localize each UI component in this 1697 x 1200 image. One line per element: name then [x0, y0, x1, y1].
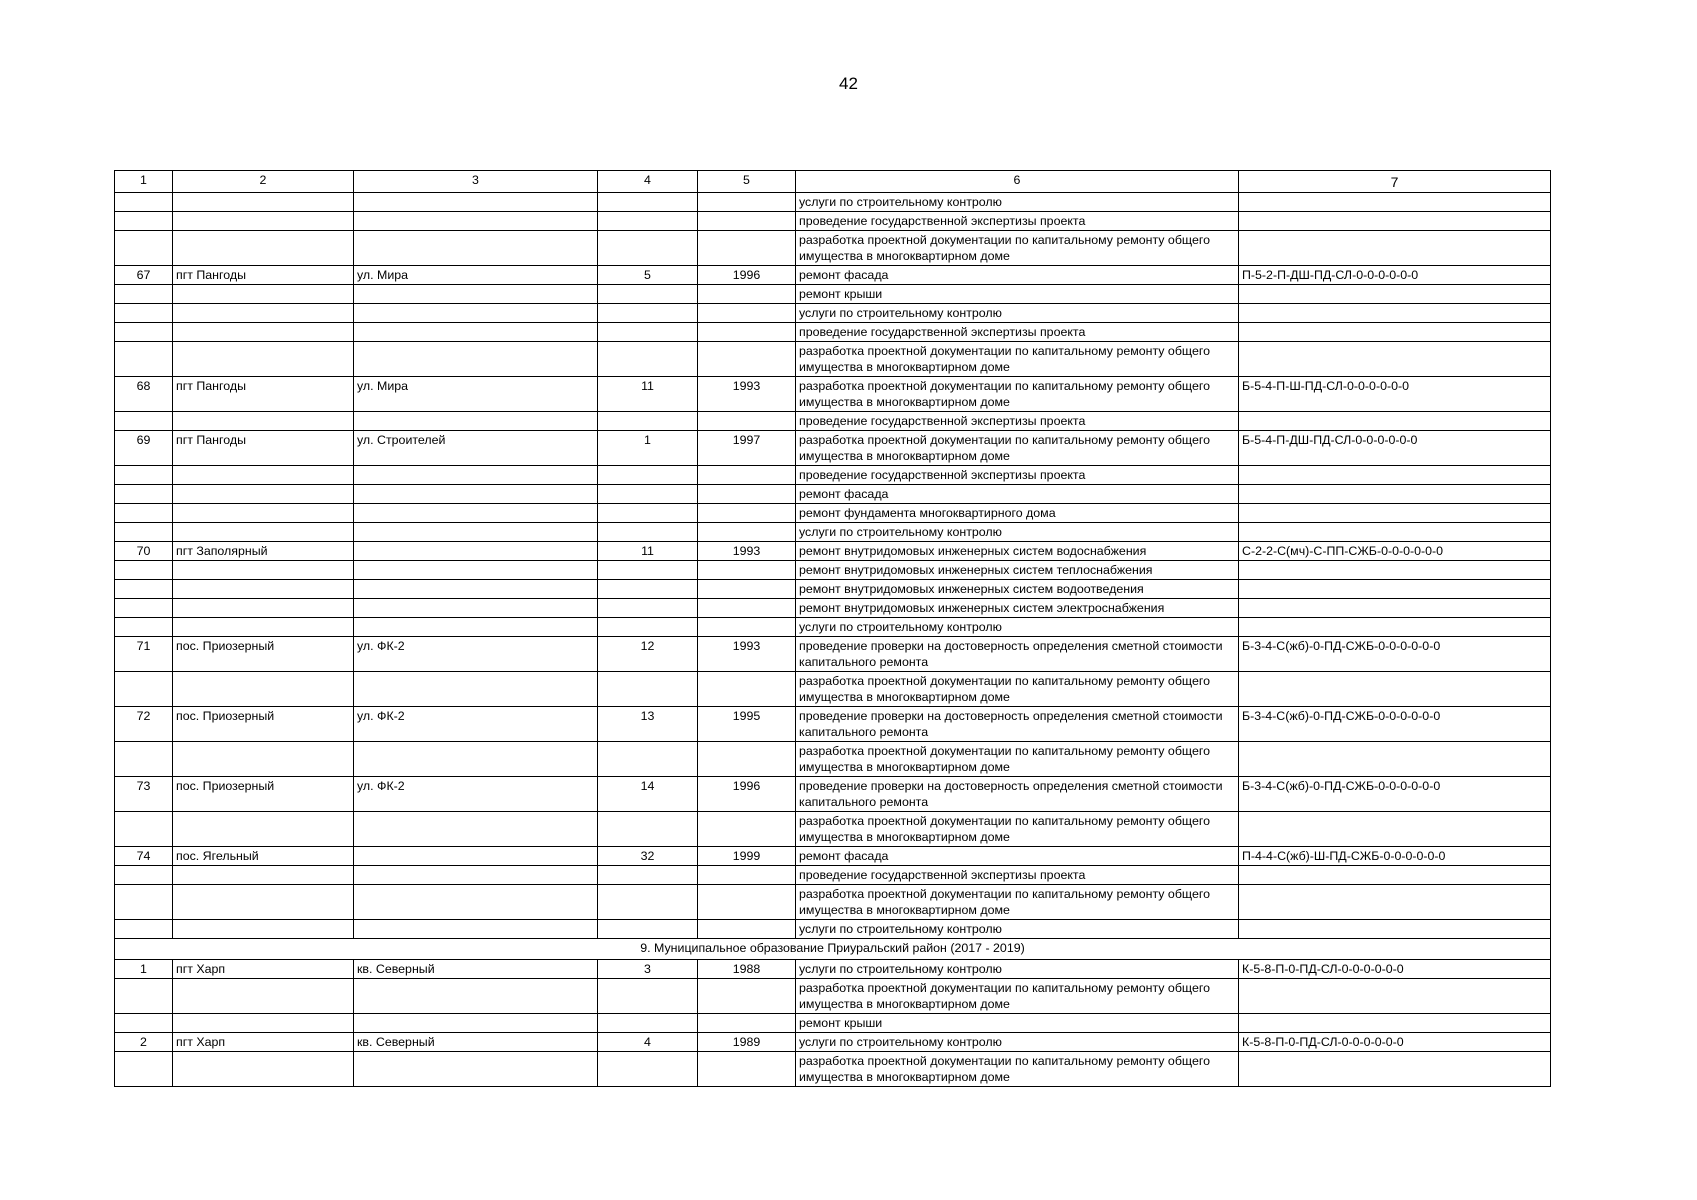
work-type-cell: услуги по строительному контролю: [796, 193, 1239, 212]
house-number-cell: [598, 979, 698, 1014]
work-type-cell: услуги по строительному контролю: [796, 1033, 1239, 1052]
year-built-cell: [698, 504, 796, 523]
year-built-cell: [698, 323, 796, 342]
building-code-cell: [1239, 866, 1551, 885]
table-row: [115, 523, 1551, 542]
row-number-cell: [115, 231, 173, 266]
house-number-cell: [598, 742, 698, 777]
street-cell: [354, 1052, 598, 1087]
building-code-cell: Б-3-4-С(жб)-0-ПД-СЖБ-0-0-0-0-0-0: [1239, 707, 1551, 742]
settlement-cell: [173, 1014, 354, 1033]
row-number-cell: [115, 212, 173, 231]
settlement-cell: [173, 285, 354, 304]
work-type-cell: проведение проверки на достоверность определения сметной стоимости капитального ремонта: [796, 637, 1239, 672]
house-number-cell: [598, 504, 698, 523]
street-cell: [354, 920, 598, 939]
work-type-cell: проведение проверки на достоверность определения сметной стоимости капитального ремонта: [796, 707, 1239, 742]
column-header: 3: [354, 171, 598, 193]
row-number-cell: [115, 618, 173, 637]
table-row: [115, 304, 1551, 323]
work-type-cell: проведение государственной экспертизы проекта: [796, 212, 1239, 231]
house-number-cell: 32: [598, 847, 698, 866]
house-number-cell: 14: [598, 777, 698, 812]
settlement-cell: [173, 812, 354, 847]
house-number-cell: [598, 866, 698, 885]
house-number-cell: 12: [598, 637, 698, 672]
year-built-cell: [698, 920, 796, 939]
street-cell: ул. ФК-2: [354, 777, 598, 812]
column-header: 2: [173, 171, 354, 193]
table-row: [115, 377, 1551, 412]
row-number-cell: [115, 323, 173, 342]
house-number-cell: [598, 342, 698, 377]
building-code-cell: [1239, 212, 1551, 231]
street-cell: кв. Северный: [354, 960, 598, 979]
settlement-cell: [173, 323, 354, 342]
row-number-cell: [115, 920, 173, 939]
work-type-cell: ремонт внутридомовых инженерных систем водоотведения: [796, 580, 1239, 599]
street-cell: [354, 742, 598, 777]
house-number-cell: [598, 323, 698, 342]
building-code-cell: П-5-2-П-ДШ-ПД-СЛ-0-0-0-0-0-0: [1239, 266, 1551, 285]
street-cell: [354, 672, 598, 707]
settlement-cell: [173, 523, 354, 542]
work-type-cell: услуги по строительному контролю: [796, 920, 1239, 939]
row-number-cell: 70: [115, 542, 173, 561]
column-header: 6: [796, 171, 1239, 193]
street-cell: [354, 979, 598, 1014]
building-code-cell: [1239, 323, 1551, 342]
year-built-cell: 1988: [698, 960, 796, 979]
house-number-cell: 3: [598, 960, 698, 979]
year-built-cell: [698, 885, 796, 920]
table-row: [115, 1033, 1551, 1052]
building-code-cell: [1239, 812, 1551, 847]
work-type-cell: разработка проектной документации по капитальному ремонту общего имущества в многоквартирном доме: [796, 231, 1239, 266]
year-built-cell: [698, 1014, 796, 1033]
work-type-cell: разработка проектной документации по капитальному ремонту общего имущества в многоквартирном доме: [796, 431, 1239, 466]
table-row: [115, 542, 1551, 561]
work-type-cell: ремонт фасада: [796, 266, 1239, 285]
street-cell: ул. Строителей: [354, 431, 598, 466]
row-number-cell: [115, 979, 173, 1014]
street-cell: [354, 523, 598, 542]
building-code-cell: [1239, 580, 1551, 599]
house-number-cell: [598, 580, 698, 599]
year-built-cell: 1993: [698, 377, 796, 412]
street-cell: [354, 847, 598, 866]
row-number-cell: 73: [115, 777, 173, 812]
building-code-cell: [1239, 561, 1551, 580]
building-code-cell: [1239, 342, 1551, 377]
settlement-cell: [173, 561, 354, 580]
settlement-cell: [173, 920, 354, 939]
work-type-cell: ремонт фундамента многоквартирного дома: [796, 504, 1239, 523]
street-cell: [354, 466, 598, 485]
building-code-cell: [1239, 672, 1551, 707]
street-cell: [354, 1014, 598, 1033]
street-cell: [354, 285, 598, 304]
street-cell: [354, 412, 598, 431]
settlement-cell: пгт Пангоды: [173, 266, 354, 285]
building-code-cell: Б-5-4-П-Ш-ПД-СЛ-0-0-0-0-0-0: [1239, 377, 1551, 412]
year-built-cell: [698, 742, 796, 777]
settlement-cell: [173, 885, 354, 920]
table-row: [115, 777, 1551, 812]
building-code-cell: [1239, 599, 1551, 618]
work-type-cell: разработка проектной документации по капитальному ремонту общего имущества в многоквартирном доме: [796, 1052, 1239, 1087]
house-number-cell: [598, 920, 698, 939]
year-built-cell: 1996: [698, 777, 796, 812]
year-built-cell: [698, 412, 796, 431]
year-built-cell: [698, 193, 796, 212]
year-built-cell: [698, 304, 796, 323]
building-code-cell: [1239, 1052, 1551, 1087]
work-type-cell: ремонт крыши: [796, 1014, 1239, 1033]
settlement-cell: пос. Приозерный: [173, 777, 354, 812]
row-number-cell: 69: [115, 431, 173, 466]
street-cell: ул. ФК-2: [354, 637, 598, 672]
table-row: [115, 920, 1551, 939]
building-code-cell: [1239, 485, 1551, 504]
house-number-cell: 5: [598, 266, 698, 285]
house-number-cell: 13: [598, 707, 698, 742]
table-row: [115, 742, 1551, 777]
settlement-cell: [173, 580, 354, 599]
settlement-cell: [173, 866, 354, 885]
house-number-cell: [598, 618, 698, 637]
table-row: [115, 885, 1551, 920]
street-cell: [354, 212, 598, 231]
building-code-cell: [1239, 285, 1551, 304]
row-number-cell: 1: [115, 960, 173, 979]
table-row: [115, 485, 1551, 504]
table-row: [115, 466, 1551, 485]
table-row: [115, 266, 1551, 285]
street-cell: [354, 618, 598, 637]
settlement-cell: [173, 193, 354, 212]
year-built-cell: [698, 866, 796, 885]
building-code-cell: Б-5-4-П-ДШ-ПД-СЛ-0-0-0-0-0-0: [1239, 431, 1551, 466]
column-header: 4: [598, 171, 698, 193]
street-cell: ул. Мира: [354, 377, 598, 412]
row-number-cell: [115, 580, 173, 599]
street-cell: [354, 231, 598, 266]
row-number-cell: 72: [115, 707, 173, 742]
repair-program-table: [114, 170, 1551, 1087]
work-type-cell: ремонт внутридомовых инженерных систем теплоснабжения: [796, 561, 1239, 580]
year-built-cell: 1993: [698, 637, 796, 672]
settlement-cell: пгт Харп: [173, 960, 354, 979]
section-title: 9. Муниципальное образование Приуральский район (2017 - 2019): [115, 939, 1551, 960]
street-cell: [354, 485, 598, 504]
street-cell: [354, 304, 598, 323]
year-built-cell: [698, 485, 796, 504]
year-built-cell: [698, 672, 796, 707]
row-number-cell: [115, 285, 173, 304]
table-row: [115, 342, 1551, 377]
row-number-cell: [115, 466, 173, 485]
year-built-cell: 1999: [698, 847, 796, 866]
column-number-row: [115, 171, 1551, 193]
year-built-cell: [698, 285, 796, 304]
year-built-cell: [698, 812, 796, 847]
settlement-cell: [173, 672, 354, 707]
work-type-cell: проведение государственной экспертизы проекта: [796, 412, 1239, 431]
settlement-cell: пос. Ягельный: [173, 847, 354, 866]
work-type-cell: разработка проектной документации по капитальному ремонту общего имущества в многоквартирном доме: [796, 742, 1239, 777]
street-cell: кв. Северный: [354, 1033, 598, 1052]
settlement-cell: пос. Приозерный: [173, 637, 354, 672]
street-cell: [354, 193, 598, 212]
settlement-cell: пгт Пангоды: [173, 377, 354, 412]
work-type-cell: разработка проектной документации по капитальному ремонту общего имущества в многоквартирном доме: [796, 377, 1239, 412]
work-type-cell: проведение государственной экспертизы проекта: [796, 466, 1239, 485]
table-row: [115, 504, 1551, 523]
year-built-cell: [698, 342, 796, 377]
row-number-cell: [115, 342, 173, 377]
building-code-cell: П-4-4-С(жб)-Ш-ПД-СЖБ-0-0-0-0-0-0: [1239, 847, 1551, 866]
year-built-cell: [698, 580, 796, 599]
street-cell: [354, 342, 598, 377]
building-code-cell: К-5-8-П-0-ПД-СЛ-0-0-0-0-0-0: [1239, 960, 1551, 979]
table-row: [115, 412, 1551, 431]
settlement-cell: [173, 979, 354, 1014]
settlement-cell: [173, 466, 354, 485]
house-number-cell: [598, 812, 698, 847]
settlement-cell: [173, 304, 354, 323]
settlement-cell: пгт Заполярный: [173, 542, 354, 561]
year-built-cell: [698, 1052, 796, 1087]
building-code-cell: [1239, 504, 1551, 523]
table-row: [115, 231, 1551, 266]
settlement-cell: пгт Пангоды: [173, 431, 354, 466]
house-number-cell: [598, 285, 698, 304]
work-type-cell: ремонт крыши: [796, 285, 1239, 304]
table-row: [115, 193, 1551, 212]
year-built-cell: [698, 231, 796, 266]
year-built-cell: [698, 466, 796, 485]
house-number-cell: 11: [598, 542, 698, 561]
row-number-cell: [115, 504, 173, 523]
settlement-cell: [173, 618, 354, 637]
work-type-cell: услуги по строительному контролю: [796, 960, 1239, 979]
street-cell: [354, 885, 598, 920]
table-row: [115, 672, 1551, 707]
work-type-cell: услуги по строительному контролю: [796, 304, 1239, 323]
year-built-cell: [698, 212, 796, 231]
house-number-cell: [598, 231, 698, 266]
column-header: 1: [115, 171, 173, 193]
street-cell: [354, 323, 598, 342]
house-number-cell: 4: [598, 1033, 698, 1052]
house-number-cell: [598, 1052, 698, 1087]
year-built-cell: 1993: [698, 542, 796, 561]
work-type-cell: проведение государственной экспертизы проекта: [796, 323, 1239, 342]
settlement-cell: пгт Харп: [173, 1033, 354, 1052]
column-header: 5: [698, 171, 796, 193]
house-number-cell: [598, 523, 698, 542]
work-type-cell: проведение государственной экспертизы проекта: [796, 866, 1239, 885]
row-number-cell: [115, 193, 173, 212]
street-cell: [354, 599, 598, 618]
house-number-cell: 11: [598, 377, 698, 412]
table-row: [115, 960, 1551, 979]
table-row: [115, 847, 1551, 866]
row-number-cell: [115, 672, 173, 707]
building-code-cell: [1239, 412, 1551, 431]
year-built-cell: [698, 599, 796, 618]
house-number-cell: 1: [598, 431, 698, 466]
work-type-cell: разработка проектной документации по капитальному ремонту общего имущества в многоквартирном доме: [796, 672, 1239, 707]
house-number-cell: [598, 485, 698, 504]
work-type-cell: услуги по строительному контролю: [796, 618, 1239, 637]
work-type-cell: ремонт внутридомовых инженерных систем электроснабжения: [796, 599, 1239, 618]
house-number-cell: [598, 672, 698, 707]
row-number-cell: [115, 304, 173, 323]
table-row: [115, 707, 1551, 742]
house-number-cell: [598, 212, 698, 231]
work-type-cell: проведение проверки на достоверность определения сметной стоимости капитального ремонта: [796, 777, 1239, 812]
work-type-cell: услуги по строительному контролю: [796, 523, 1239, 542]
row-number-cell: [115, 885, 173, 920]
street-cell: [354, 812, 598, 847]
row-number-cell: 68: [115, 377, 173, 412]
work-type-cell: ремонт фасада: [796, 847, 1239, 866]
row-number-cell: 74: [115, 847, 173, 866]
table-row: [115, 323, 1551, 342]
house-number-cell: [598, 304, 698, 323]
year-built-cell: [698, 523, 796, 542]
table-row: [115, 1052, 1551, 1087]
settlement-cell: [173, 212, 354, 231]
settlement-cell: пос. Приозерный: [173, 707, 354, 742]
year-built-cell: 1996: [698, 266, 796, 285]
row-number-cell: [115, 485, 173, 504]
section-header-row: [115, 939, 1551, 960]
house-number-cell: [598, 561, 698, 580]
building-code-cell: К-5-8-П-0-ПД-СЛ-0-0-0-0-0-0: [1239, 1033, 1551, 1052]
table-row: [115, 979, 1551, 1014]
row-number-cell: [115, 412, 173, 431]
row-number-cell: [115, 523, 173, 542]
building-code-cell: [1239, 304, 1551, 323]
year-built-cell: 1997: [698, 431, 796, 466]
table-row: [115, 637, 1551, 672]
row-number-cell: 67: [115, 266, 173, 285]
street-cell: ул. Мира: [354, 266, 598, 285]
building-code-cell: [1239, 523, 1551, 542]
house-number-cell: [598, 193, 698, 212]
building-code-cell: [1239, 979, 1551, 1014]
work-type-cell: разработка проектной документации по капитальному ремонту общего имущества в многоквартирном доме: [796, 342, 1239, 377]
table-row: [115, 618, 1551, 637]
row-number-cell: [115, 812, 173, 847]
building-code-cell: Б-3-4-С(жб)-0-ПД-СЖБ-0-0-0-0-0-0: [1239, 777, 1551, 812]
row-number-cell: 2: [115, 1033, 173, 1052]
settlement-cell: [173, 342, 354, 377]
work-type-cell: разработка проектной документации по капитальному ремонту общего имущества в многоквартирном доме: [796, 979, 1239, 1014]
table-row: [115, 212, 1551, 231]
table-row: [115, 1014, 1551, 1033]
settlement-cell: [173, 485, 354, 504]
street-cell: ул. ФК-2: [354, 707, 598, 742]
work-type-cell: ремонт внутридомовых инженерных систем водоснабжения: [796, 542, 1239, 561]
year-built-cell: 1995: [698, 707, 796, 742]
table-row: [115, 599, 1551, 618]
street-cell: [354, 580, 598, 599]
settlement-cell: [173, 231, 354, 266]
building-code-cell: [1239, 618, 1551, 637]
row-number-cell: [115, 561, 173, 580]
year-built-cell: 1989: [698, 1033, 796, 1052]
table-row: [115, 431, 1551, 466]
row-number-cell: [115, 1014, 173, 1033]
row-number-cell: [115, 866, 173, 885]
work-type-cell: ремонт фасада: [796, 485, 1239, 504]
table-row: [115, 561, 1551, 580]
settlement-cell: [173, 1052, 354, 1087]
table-row: [115, 580, 1551, 599]
street-cell: [354, 561, 598, 580]
house-number-cell: [598, 599, 698, 618]
settlement-cell: [173, 412, 354, 431]
house-number-cell: [598, 1014, 698, 1033]
building-code-cell: [1239, 466, 1551, 485]
building-code-cell: [1239, 885, 1551, 920]
table-row: [115, 812, 1551, 847]
house-number-cell: [598, 412, 698, 431]
street-cell: [354, 542, 598, 561]
work-type-cell: разработка проектной документации по капитальному ремонту общего имущества в многоквартирном доме: [796, 812, 1239, 847]
work-type-cell: разработка проектной документации по капитальному ремонту общего имущества в многоквартирном доме: [796, 885, 1239, 920]
table-row: [115, 285, 1551, 304]
street-cell: [354, 866, 598, 885]
year-built-cell: [698, 561, 796, 580]
settlement-cell: [173, 742, 354, 777]
column-header: 7: [1239, 171, 1551, 193]
settlement-cell: [173, 599, 354, 618]
table-row: [115, 866, 1551, 885]
house-number-cell: [598, 466, 698, 485]
building-code-cell: [1239, 742, 1551, 777]
row-number-cell: [115, 1052, 173, 1087]
building-code-cell: С-2-2-С(мч)-С-ПП-СЖБ-0-0-0-0-0-0: [1239, 542, 1551, 561]
settlement-cell: [173, 504, 354, 523]
row-number-cell: [115, 742, 173, 777]
row-number-cell: 71: [115, 637, 173, 672]
year-built-cell: [698, 979, 796, 1014]
page-number: 42: [839, 74, 858, 93]
building-code-cell: Б-3-4-С(жб)-0-ПД-СЖБ-0-0-0-0-0-0: [1239, 637, 1551, 672]
street-cell: [354, 504, 598, 523]
building-code-cell: [1239, 1014, 1551, 1033]
row-number-cell: [115, 599, 173, 618]
house-number-cell: [598, 885, 698, 920]
building-code-cell: [1239, 920, 1551, 939]
year-built-cell: [698, 618, 796, 637]
building-code-cell: [1239, 193, 1551, 212]
building-code-cell: [1239, 231, 1551, 266]
